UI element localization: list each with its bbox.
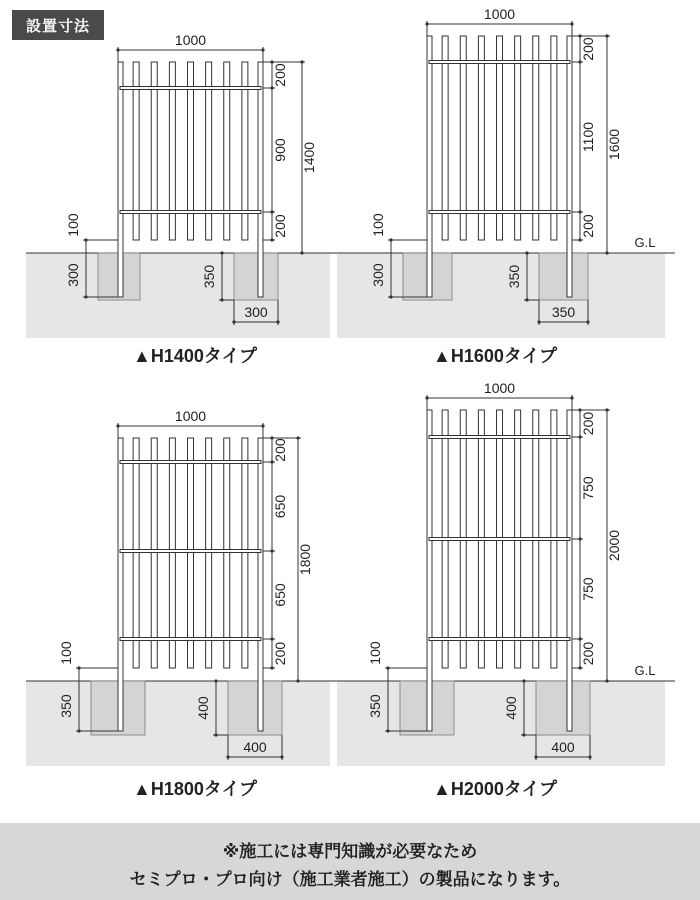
- dimension-tick: [232, 320, 235, 323]
- page-title: 設置寸法: [12, 10, 104, 40]
- post-right: [258, 438, 263, 731]
- dimension-tick: [425, 22, 428, 25]
- dimension-tick: [214, 679, 217, 682]
- fence-slat: [551, 36, 557, 240]
- dimension-tick: [570, 396, 573, 399]
- fence-slat: [478, 36, 484, 240]
- footer-note-line-2: セミプロ・プロ向け（施工業者施工）の製品になります。: [129, 870, 571, 890]
- dimension-tick: [389, 238, 392, 241]
- dimension-tick: [389, 295, 392, 298]
- fence-rail: [120, 87, 261, 90]
- post-right: [258, 62, 263, 297]
- dimension-tick: [537, 320, 540, 323]
- fence-diagram-4: [337, 380, 675, 799]
- dimension-tick: [296, 679, 299, 682]
- dimension-tick: [77, 666, 80, 669]
- footer-note-panel: [0, 823, 700, 900]
- fence-rail: [120, 638, 261, 641]
- foundation-depth-label: 350: [506, 264, 522, 289]
- ground-section: [337, 253, 665, 338]
- clearance-label: 100: [370, 213, 386, 237]
- clearance-label: 100: [367, 641, 383, 665]
- ground-level-label: G.L: [634, 663, 656, 678]
- fence-slat: [497, 36, 503, 240]
- post-right: [567, 410, 572, 731]
- post-depth-label: 300: [370, 263, 386, 287]
- rail-spacing-label: 750: [580, 577, 596, 601]
- post-left: [118, 438, 123, 731]
- clearance-label: 100: [58, 641, 74, 665]
- post-right: [567, 36, 572, 297]
- fence-slat: [515, 36, 521, 240]
- dimension-tick: [261, 424, 264, 427]
- fence-diagram-1: [26, 32, 340, 366]
- fence-slat: [533, 36, 539, 240]
- fence-diagram-2: [337, 6, 675, 366]
- type-caption: ▲H1800タイプ: [133, 779, 257, 799]
- dimension-tick: [116, 424, 119, 427]
- total-height-label: 1800: [297, 543, 313, 576]
- fence-rail: [429, 538, 570, 541]
- rail-spacing-label: 650: [272, 494, 288, 519]
- post-depth-label: 300: [65, 263, 81, 287]
- fence-diagram-3: [26, 408, 340, 799]
- width-dimension-label: 1000: [483, 380, 516, 396]
- dimension-tick: [605, 408, 608, 411]
- dimension-tick: [270, 549, 273, 552]
- footer-note-line-1: ※施工には専門知識が必要なため: [222, 842, 478, 862]
- dimension-tick: [605, 34, 608, 37]
- dimension-tick: [214, 733, 217, 736]
- dimension-tick: [578, 537, 581, 540]
- dimension-tick: [578, 637, 581, 640]
- dimension-tick: [116, 48, 119, 51]
- foundation-width-label: 300: [244, 304, 268, 320]
- dimension-tick: [296, 436, 299, 439]
- total-height-label: 1400: [301, 141, 317, 174]
- dimension-tick: [84, 238, 87, 241]
- rail-spacing-label: 650: [272, 583, 288, 607]
- dimension-tick: [300, 251, 303, 254]
- dimension-tick: [276, 320, 279, 323]
- post-left: [427, 36, 432, 297]
- total-height-label: 1600: [606, 128, 622, 161]
- post-left: [118, 62, 123, 297]
- dimension-tick: [605, 251, 608, 254]
- foundation-block-right: [234, 253, 278, 300]
- foundation-depth-label: 400: [503, 696, 519, 720]
- foundation-width-label: 400: [243, 739, 267, 755]
- rail-spacing-label: 200: [272, 214, 288, 238]
- rail-spacing-label: 200: [272, 438, 288, 462]
- type-caption: ▲H1400タイプ: [133, 346, 257, 366]
- rail-spacing-label: 200: [272, 63, 288, 87]
- dimension-tick: [578, 210, 581, 213]
- foundation-width-label: 400: [551, 739, 575, 755]
- dimension-tick: [300, 60, 303, 63]
- rail-spacing-label: 200: [580, 411, 596, 436]
- clearance-label: 100: [65, 213, 81, 237]
- dimension-tick: [386, 666, 389, 669]
- post-depth-label: 350: [58, 694, 74, 718]
- dimension-tick: [425, 396, 428, 399]
- ground-level-label: G.L: [634, 235, 656, 250]
- dimension-tick: [534, 755, 537, 758]
- dimension-tick: [578, 238, 581, 241]
- dimension-tick: [605, 679, 608, 682]
- dimension-tick: [220, 298, 223, 301]
- rail-spacing-label: 200: [580, 641, 596, 666]
- post-depth-label: 350: [367, 694, 383, 718]
- width-dimension-label: 1000: [174, 408, 207, 424]
- rail-spacing-label: 1100: [580, 121, 596, 153]
- dimension-tick: [522, 733, 525, 736]
- dimension-tick: [570, 22, 573, 25]
- foundation-width-label: 350: [551, 304, 576, 320]
- dimension-tick: [226, 755, 229, 758]
- foundation-depth-label: 400: [195, 696, 211, 720]
- foundation-block-right: [228, 681, 282, 735]
- type-caption: ▲H1600タイプ: [433, 346, 557, 366]
- dimension-tick: [270, 666, 273, 669]
- rail-spacing-label: 900: [272, 138, 288, 162]
- fence-rail: [120, 211, 261, 214]
- dimension-tick: [578, 666, 581, 669]
- fence-rail: [429, 436, 570, 439]
- fence-slat: [460, 36, 466, 240]
- fence-slat: [442, 36, 448, 240]
- dimension-tick: [525, 298, 528, 301]
- foundation-block-right: [536, 681, 590, 735]
- rail-spacing-label: 200: [580, 37, 596, 61]
- total-height-label: 2000: [606, 529, 622, 562]
- dimension-tick: [77, 729, 80, 732]
- dimension-tick: [84, 295, 87, 298]
- fence-rail: [120, 461, 261, 464]
- ground-section: [337, 681, 665, 766]
- dimension-tick: [386, 729, 389, 732]
- dimension-tick: [261, 48, 264, 51]
- foundation-block-right: [539, 253, 588, 300]
- ground-section: [26, 681, 330, 766]
- dimension-tick: [588, 755, 591, 758]
- post-left: [427, 410, 432, 731]
- dimension-tick: [270, 238, 273, 241]
- foundation-depth-label: 350: [201, 264, 217, 289]
- dimension-tick: [586, 320, 589, 323]
- dimension-tick: [270, 210, 273, 213]
- dimension-tick: [525, 251, 528, 254]
- dimension-tick: [270, 637, 273, 640]
- fence-rail: [120, 550, 261, 553]
- dimension-tick: [280, 755, 283, 758]
- dimension-tick: [220, 251, 223, 254]
- type-caption: ▲H2000タイプ: [433, 779, 557, 799]
- rail-spacing-label: 200: [272, 641, 288, 666]
- rail-spacing-label: 750: [580, 476, 596, 500]
- fence-rail: [429, 61, 570, 64]
- width-dimension-label: 1000: [483, 6, 516, 22]
- width-dimension-label: 1000: [174, 32, 207, 48]
- fence-rail: [429, 211, 570, 214]
- dimension-tick: [522, 679, 525, 682]
- fence-rail: [429, 638, 570, 641]
- rail-spacing-label: 200: [580, 214, 596, 238]
